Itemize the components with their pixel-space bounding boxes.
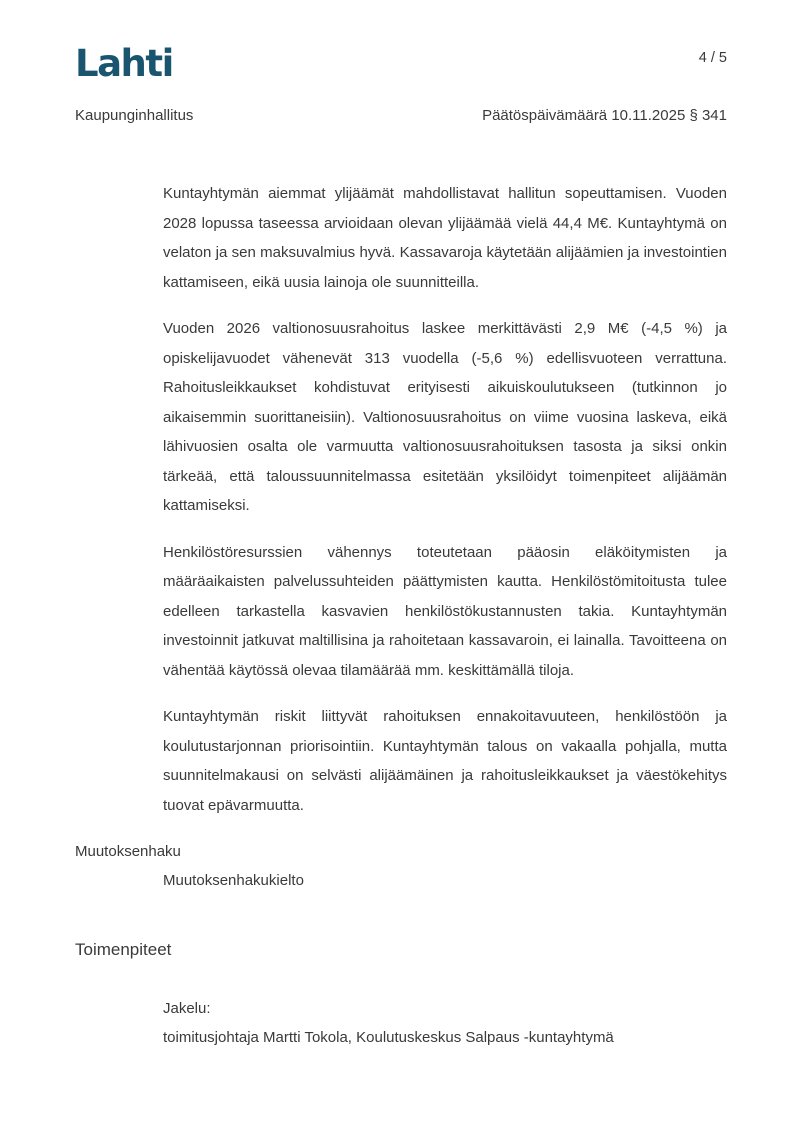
toimenpiteet-heading: Toimenpiteet xyxy=(75,940,172,959)
jakelu-block xyxy=(163,994,727,1052)
body-text xyxy=(163,179,727,820)
muutoksenhaku-heading: Muutoksenhaku xyxy=(75,843,181,860)
muutoksenhaku-content: Muutoksenhakukielto xyxy=(163,872,304,889)
page-header xyxy=(75,42,727,88)
jakelu-recipients: toimitusjohtaja Martti Tokola, Koulutuskeskus Salpaus -kuntayhtymä xyxy=(163,1029,614,1046)
paragraph-3: Henkilöstöresurssien vähennys toteutetaan pääosin eläköitymisten ja määräaikaisten palvelussuhteiden päättymisten kautta. Henkilöstömitoitusta tulee edelleen tarkastella kasvavien henkilöstökustannusten takia. Kuntayhtymän investoinnit jatkuvat maltillisina ja rahoitetaan kassavaroin, ei lainalla. Tavoitteena on vähentää käytössä olevaa tilamäärää mm. keskittämällä tiloja. xyxy=(163,543,727,679)
decision-date: Päätöspäivämäärä 10.11.2025 § 341 xyxy=(482,107,727,124)
page-number: 4 / 5 xyxy=(698,50,727,66)
paragraph-4: Kuntayhtymän riskit liittyvät rahoituksen ennakoitavuuteen, henkilöstöön ja koulutustarjonnan priorisointiin. Kuntayhtymän talous on vakaalla pohjalla, mutta suunnitelmakausi on selvästi alijäämäinen ja rahoitusleikkaukset ja väestökehitys tuovat epävarmuutta. xyxy=(163,708,727,814)
section-toimenpiteet xyxy=(75,935,727,1052)
section-muutoksenhaku xyxy=(75,837,727,895)
meta-row xyxy=(75,106,727,125)
jakelu-label: Jakelu: xyxy=(163,1000,211,1017)
paragraph-1: Kuntayhtymän aiemmat ylijäämät mahdollistavat hallitun sopeuttamisen. Vuoden 2028 lopussa taseessa arvioidaan olevan ylijäämää vielä 44,4 M€. Kuntayhtymä on velaton ja sen maksuvalmius hyvä. Kassavaroja käytetään alijäämien ja investointien kattamiseen, eikä uusia lainoja ole suunnitteilla. xyxy=(163,185,727,291)
paragraph-2: Vuoden 2026 valtionosuusrahoitus laskee merkittävästi 2,9 M€ (-4,5 %) ja opiskelijavuodet vähenevät 313 vuodella (-5,6 %) edellisvuoteen verrattuna. Rahoitusleikkaukset kohdistuvat erityisesti aikuiskoulutukseen (tutkinnon jo aikaisemmin suorittaneisiin). Valtionosuusrahoitus on viime vuosina laskeva, eikä lähivuosien osalta ole varmuutta valtionosuusrahoituksen tasosta ja siksi onkin tärkeää, että taloussuunnitelmassa esitetään yksilöidyt toimenpiteet alijäämän kattamiseksi. xyxy=(163,320,727,514)
committee-name: Kaupunginhallitus xyxy=(75,107,194,124)
lahti-logo: Lahti xyxy=(75,42,173,85)
